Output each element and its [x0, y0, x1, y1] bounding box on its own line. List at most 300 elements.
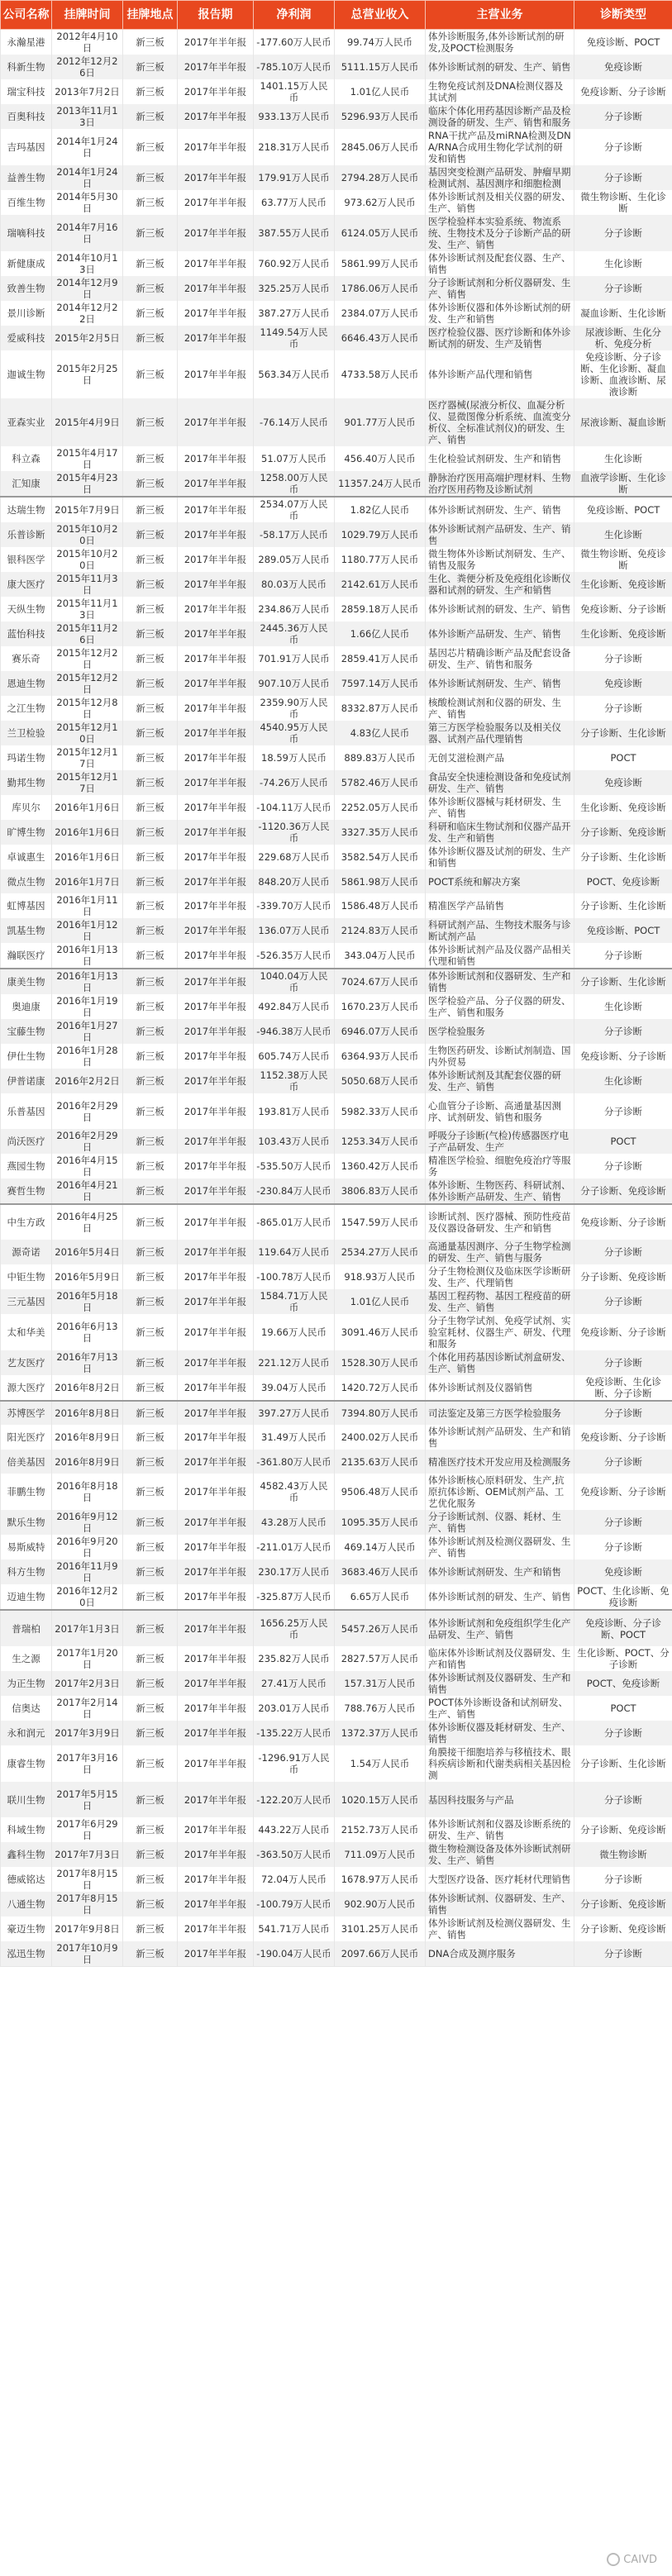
cell-report-period: 2017年半年报	[178, 770, 254, 795]
cell-listing-venue: 新三板	[123, 1204, 178, 1240]
cell-company-name: 迈迪生物	[1, 1584, 52, 1610]
cell-listing-venue: 新三板	[123, 671, 178, 696]
cell-listing-date: 2016年8月18日	[52, 1474, 123, 1510]
cell-main-business: 司法鉴定及第三方医学检验服务	[426, 1401, 574, 1425]
cell-main-business: 心血管分子诊断、高通量基因测序、试剂研发、销售和服务	[426, 1093, 574, 1129]
cell-main-business: DNA合成及测序服务	[426, 1941, 574, 1967]
header-listing-date: 挂牌时间	[52, 1, 123, 30]
cell-listing-date: 2016年2月29日	[52, 1093, 123, 1129]
cell-total-revenue: 5296.93万人民币	[335, 104, 426, 129]
cell-net-profit: -1296.91万人民币	[254, 1745, 335, 1782]
cell-listing-venue: 新三板	[123, 471, 178, 497]
cell-net-profit: 1149.54万人民币	[254, 326, 335, 350]
cell-report-period: 2017年半年报	[178, 1474, 254, 1510]
cell-company-name: 鑫科生物	[1, 1842, 52, 1867]
cell-total-revenue: 7597.14万人民币	[335, 671, 426, 696]
table-row	[1, 276, 672, 301]
cell-net-profit: 39.04万人民币	[254, 1375, 335, 1401]
cell-diagnosis-type: 分子诊断	[574, 1867, 672, 1892]
cell-main-business: 核酸检测试剂和仪器的研发、生产、销售	[426, 696, 574, 721]
cell-net-profit: 933.13万人民币	[254, 104, 335, 129]
cell-report-period: 2017年半年报	[178, 597, 254, 621]
cell-main-business: 医学检验服务	[426, 1019, 574, 1044]
cell-company-name: 太和华美	[1, 1314, 52, 1350]
cell-total-revenue: 11357.24万人民币	[335, 471, 426, 497]
cell-total-revenue: 3683.46万人民币	[335, 1559, 426, 1584]
cell-main-business: 医疗检验仪器、医疗诊断和体外诊断试剂的研发、生产及销售	[426, 326, 574, 350]
cell-total-revenue: 1.66亿人民币	[335, 621, 426, 646]
cell-company-name: 凯基生物	[1, 918, 52, 943]
cell-total-revenue: 1360.42万人民币	[335, 1154, 426, 1178]
cell-listing-date: 2016年1月28日	[52, 1044, 123, 1069]
cell-report-period: 2017年半年报	[178, 572, 254, 597]
cell-diagnosis-type: 分子诊断	[574, 1154, 672, 1178]
cell-listing-venue: 新三板	[123, 79, 178, 104]
cell-report-period: 2017年半年报	[178, 446, 254, 471]
cell-total-revenue: 1.54万人民币	[335, 1745, 426, 1782]
cell-report-period: 2017年半年报	[178, 398, 254, 446]
table-row	[1, 55, 672, 79]
cell-listing-venue: 新三板	[123, 1867, 178, 1892]
cell-company-name: 倍美基因	[1, 1450, 52, 1474]
table-row	[1, 1535, 672, 1559]
cell-listing-date: 2015年12月8日	[52, 696, 123, 721]
cell-company-name: 艺友医疗	[1, 1350, 52, 1375]
cell-net-profit: -946.38万人民币	[254, 1019, 335, 1044]
cell-report-period: 2017年半年报	[178, 497, 254, 522]
table-row	[1, 893, 672, 918]
cell-listing-venue: 新三板	[123, 696, 178, 721]
cell-report-period: 2017年半年报	[178, 1240, 254, 1264]
cell-diagnosis-type: 尿液诊断、凝血诊断	[574, 398, 672, 446]
cell-listing-venue: 新三板	[123, 1069, 178, 1093]
cell-company-name: 微点生物	[1, 869, 52, 893]
cell-listing-venue: 新三板	[123, 398, 178, 446]
cell-company-name: 易斯威特	[1, 1535, 52, 1559]
cell-total-revenue: 6946.07万人民币	[335, 1019, 426, 1044]
cell-company-name: 源大医疗	[1, 1375, 52, 1401]
cell-diagnosis-type: POCT、免疫诊断	[574, 869, 672, 893]
cell-listing-venue: 新三板	[123, 646, 178, 671]
cell-main-business: 分子诊断试剂和分析仪器研发、生产、销售	[426, 276, 574, 301]
table-row	[1, 129, 672, 165]
table-row	[1, 820, 672, 845]
cell-listing-venue: 新三板	[123, 820, 178, 845]
cell-net-profit: 1584.71万人民币	[254, 1289, 335, 1314]
cell-report-period: 2017年半年报	[178, 1510, 254, 1535]
cell-company-name: 科域生物	[1, 1817, 52, 1842]
cell-listing-venue: 新三板	[123, 1917, 178, 1941]
cell-company-name: 瀚联医疗	[1, 943, 52, 969]
cell-listing-date: 2016年12月20日	[52, 1584, 123, 1610]
cell-listing-date: 2016年2月2日	[52, 1069, 123, 1093]
table-row	[1, 1154, 672, 1178]
cell-listing-date: 2016年8月9日	[52, 1425, 123, 1450]
cell-listing-venue: 新三板	[123, 869, 178, 893]
cell-total-revenue: 2845.06万人民币	[335, 129, 426, 165]
table-row	[1, 1069, 672, 1093]
cell-total-revenue: 788.76万人民币	[335, 1696, 426, 1721]
cell-main-business: 体外诊断产品研发、生产、销售	[426, 621, 574, 646]
table-row	[1, 1450, 672, 1474]
cell-listing-venue: 新三板	[123, 1314, 178, 1350]
cell-listing-venue: 新三板	[123, 446, 178, 471]
cell-listing-date: 2015年2月25日	[52, 350, 123, 398]
cell-net-profit: 18.59万人民币	[254, 745, 335, 770]
table-row	[1, 1782, 672, 1817]
cell-main-business: 无创艾滋检测产品	[426, 745, 574, 770]
cell-report-period: 2017年半年报	[178, 215, 254, 251]
table-row	[1, 770, 672, 795]
cell-report-period: 2017年半年报	[178, 129, 254, 165]
table-row	[1, 471, 672, 497]
cell-net-profit: 27.41万人民币	[254, 1671, 335, 1696]
table-row	[1, 1745, 672, 1782]
table-row	[1, 104, 672, 129]
table-row	[1, 1867, 672, 1892]
table-row	[1, 1375, 672, 1401]
cell-main-business: 诊断试剂、医疗器械、预防性疫苗及仪器设备研发、生产和销售	[426, 1204, 574, 1240]
cell-net-profit: -785.10万人民币	[254, 55, 335, 79]
cell-total-revenue: 8332.87万人民币	[335, 696, 426, 721]
cell-listing-venue: 新三板	[123, 1696, 178, 1721]
cell-total-revenue: 2859.41万人民币	[335, 646, 426, 671]
cell-diagnosis-type: 分子诊断、生化诊断	[574, 721, 672, 745]
cell-listing-date: 2017年5月15日	[52, 1782, 123, 1817]
cell-main-business: 体外诊断试剂的研发、生产、销售	[426, 1584, 574, 1610]
cell-total-revenue: 6646.43万人民币	[335, 326, 426, 350]
cell-diagnosis-type: 分子诊断	[574, 1721, 672, 1745]
cell-net-profit: 1258.00万人民币	[254, 471, 335, 497]
cell-main-business: 体外诊断试剂研发、生产和销售	[426, 1559, 574, 1584]
cell-company-name: 源奇诺	[1, 1240, 52, 1264]
cell-report-period: 2017年半年报	[178, 79, 254, 104]
cell-listing-venue: 新三板	[123, 190, 178, 215]
cell-total-revenue: 3101.25万人民币	[335, 1917, 426, 1941]
cell-listing-venue: 新三板	[123, 547, 178, 572]
cell-listing-venue: 新三板	[123, 1401, 178, 1425]
cell-listing-date: 2016年1月13日	[52, 969, 123, 994]
cell-listing-date: 2014年1月24日	[52, 129, 123, 165]
cell-listing-date: 2016年7月13日	[52, 1350, 123, 1375]
cell-main-business: 体外诊断试剂及其配套仪器的研发、生产、销售	[426, 1069, 574, 1093]
cell-total-revenue: 711.09万人民币	[335, 1842, 426, 1867]
cell-net-profit: -526.35万人民币	[254, 943, 335, 969]
cell-listing-date: 2015年12月2日	[52, 671, 123, 696]
cell-listing-date: 2014年7月16日	[52, 215, 123, 251]
cell-company-name: 爱威科技	[1, 326, 52, 350]
table-row	[1, 845, 672, 869]
cell-report-period: 2017年半年报	[178, 795, 254, 820]
cell-diagnosis-type: POCT	[574, 1696, 672, 1721]
cell-net-profit: 203.01万人民币	[254, 1696, 335, 1721]
cell-net-profit: 1040.04万人民币	[254, 969, 335, 994]
cell-report-period: 2017年半年报	[178, 893, 254, 918]
cell-main-business: 体外诊断服务,体外诊断试剂的研发,及POCT检测服务	[426, 30, 574, 55]
cell-main-business: 体外诊断试剂和仪器及诊断系统的研发、生产、销售	[426, 1817, 574, 1842]
cell-diagnosis-type: 免疫诊断、分子诊断	[574, 1425, 672, 1450]
cell-report-period: 2017年半年报	[178, 251, 254, 276]
cell-main-business: 体外诊断仪器及耗材研发、生产、销售	[426, 1721, 574, 1745]
cell-report-period: 2017年半年报	[178, 55, 254, 79]
cell-main-business: 体外诊断试剂研发、生产、销售	[426, 671, 574, 696]
cell-report-period: 2017年半年报	[178, 471, 254, 497]
cell-listing-date: 2016年1月27日	[52, 1019, 123, 1044]
cell-listing-date: 2016年5月18日	[52, 1289, 123, 1314]
cell-main-business: 基因科技服务与产品	[426, 1782, 574, 1817]
cell-company-name: 玛诺生物	[1, 745, 52, 770]
table-row	[1, 1646, 672, 1671]
cell-company-name: 宝藤生物	[1, 1019, 52, 1044]
cell-report-period: 2017年半年报	[178, 1289, 254, 1314]
cell-listing-date: 2015年4月23日	[52, 471, 123, 497]
cell-listing-date: 2014年12月9日	[52, 276, 123, 301]
cell-listing-date: 2017年7月3日	[52, 1842, 123, 1867]
cell-diagnosis-type: 分子诊断	[574, 1019, 672, 1044]
cell-net-profit: 234.86万人民币	[254, 597, 335, 621]
cell-company-name: 迦诚生物	[1, 350, 52, 398]
cell-total-revenue: 4.83亿人民币	[335, 721, 426, 745]
table-row	[1, 326, 672, 350]
cell-report-period: 2017年半年报	[178, 1314, 254, 1350]
cell-listing-date: 2016年9月20日	[52, 1535, 123, 1559]
cell-total-revenue: 2794.28万人民币	[335, 165, 426, 190]
cell-company-name: 百奥科技	[1, 104, 52, 129]
cell-net-profit: -100.79万人民币	[254, 1892, 335, 1917]
cell-main-business: 科研和临床生物试剂和仪器产品开发、生产和销售	[426, 820, 574, 845]
cell-report-period: 2017年半年报	[178, 1129, 254, 1154]
cell-listing-date: 2015年11月13日	[52, 597, 123, 621]
table-row	[1, 522, 672, 547]
cell-report-period: 2017年半年报	[178, 671, 254, 696]
cell-company-name: 勤邦生物	[1, 770, 52, 795]
table-row	[1, 1093, 672, 1129]
cell-diagnosis-type: 生化诊断、免疫诊断	[574, 621, 672, 646]
cell-listing-venue: 新三板	[123, 1264, 178, 1289]
cell-main-business: 基因芯片精确诊断产品及配套设备研发、生产、销售和服务	[426, 646, 574, 671]
cell-net-profit: 605.74万人民币	[254, 1044, 335, 1069]
table-row	[1, 497, 672, 522]
cell-main-business: 体外诊断试剂产品研发、生产、销售	[426, 522, 574, 547]
cell-report-period: 2017年半年报	[178, 1782, 254, 1817]
cell-company-name: 乐普基因	[1, 1093, 52, 1129]
cell-report-period: 2017年半年报	[178, 326, 254, 350]
cell-diagnosis-type: 分子诊断、免疫诊断	[574, 1817, 672, 1842]
table-row	[1, 79, 672, 104]
cell-diagnosis-type: 免疫诊断、分子诊断、POCT	[574, 1610, 672, 1646]
cell-total-revenue: 3806.83万人民币	[335, 1178, 426, 1204]
cell-report-period: 2017年半年报	[178, 350, 254, 398]
cell-report-period: 2017年半年报	[178, 1044, 254, 1069]
cell-diagnosis-type: 生化诊断、POCT、分子诊断	[574, 1646, 672, 1671]
cell-main-business: 呼吸分子诊断(气检)传感器医疗电子产品研发、生产	[426, 1129, 574, 1154]
cell-total-revenue: 2135.63万人民币	[335, 1450, 426, 1474]
cell-diagnosis-type: POCT、免疫诊断	[574, 1671, 672, 1696]
cell-main-business: 科研试剂产品、生物技术服务与诊断试剂产品	[426, 918, 574, 943]
cell-report-period: 2017年半年报	[178, 918, 254, 943]
cell-net-profit: 760.92万人民币	[254, 251, 335, 276]
cell-company-name: 信奥达	[1, 1696, 52, 1721]
cell-report-period: 2017年半年报	[178, 1350, 254, 1375]
cell-report-period: 2017年半年报	[178, 522, 254, 547]
cell-report-period: 2017年半年报	[178, 1093, 254, 1129]
cell-company-name: 吉玛基因	[1, 129, 52, 165]
table-row	[1, 1510, 672, 1535]
cell-listing-venue: 新三板	[123, 251, 178, 276]
cell-main-business: 第三方医学检验服务以及相关仪器、试剂产品代理销售	[426, 721, 574, 745]
cell-listing-venue: 新三板	[123, 1129, 178, 1154]
cell-diagnosis-type: 微生物诊断	[574, 1842, 672, 1867]
cell-company-name: 苏博医学	[1, 1401, 52, 1425]
cell-listing-date: 2016年1月12日	[52, 918, 123, 943]
table-row	[1, 1289, 672, 1314]
cell-total-revenue: 1020.15万人民币	[335, 1782, 426, 1817]
cell-listing-venue: 新三板	[123, 1817, 178, 1842]
cell-listing-venue: 新三板	[123, 1350, 178, 1375]
cell-listing-date: 2016年8月9日	[52, 1450, 123, 1474]
cell-listing-venue: 新三板	[123, 1559, 178, 1584]
cell-diagnosis-type: 凝血诊断、生化诊断	[574, 301, 672, 326]
cell-diagnosis-type: 生化诊断	[574, 994, 672, 1019]
cell-diagnosis-type: 免疫诊断	[574, 671, 672, 696]
cell-company-name: 天纵生物	[1, 597, 52, 621]
cell-company-name: 康大医疗	[1, 572, 52, 597]
cell-listing-venue: 新三板	[123, 745, 178, 770]
cell-report-period: 2017年半年报	[178, 104, 254, 129]
cell-total-revenue: 3091.46万人民币	[335, 1314, 426, 1350]
cell-listing-date: 2016年4月25日	[52, 1204, 123, 1240]
cell-main-business: 体外诊断试剂的研发、生产、销售	[426, 55, 574, 79]
cell-total-revenue: 1180.77万人民币	[335, 547, 426, 572]
cell-main-business: 体外诊断仪器和体外诊断试剂的研发、生产和销售	[426, 301, 574, 326]
cell-total-revenue: 343.04万人民币	[335, 943, 426, 969]
cell-report-period: 2017年半年报	[178, 1941, 254, 1967]
cell-net-profit: 218.31万人民币	[254, 129, 335, 165]
cell-total-revenue: 456.40万人民币	[335, 446, 426, 471]
table-row	[1, 646, 672, 671]
cell-listing-venue: 新三板	[123, 1721, 178, 1745]
cell-net-profit: 19.66万人民币	[254, 1314, 335, 1350]
cell-company-name: 豪迈生物	[1, 1917, 52, 1941]
cell-listing-venue: 新三板	[123, 969, 178, 994]
cell-main-business: 体外诊断试剂及配套仪器、生产、销售	[426, 251, 574, 276]
cell-total-revenue: 1678.97万人民币	[335, 1867, 426, 1892]
cell-report-period: 2017年半年报	[178, 1154, 254, 1178]
cell-listing-date: 2015年7月9日	[52, 497, 123, 522]
cell-diagnosis-type: 分子诊断、免疫诊断	[574, 820, 672, 845]
cell-net-profit: 72.04万人民币	[254, 1867, 335, 1892]
cell-net-profit: 387.27万人民币	[254, 301, 335, 326]
table-row	[1, 1892, 672, 1917]
cell-diagnosis-type: 分子诊断	[574, 1510, 672, 1535]
cell-listing-venue: 新三板	[123, 301, 178, 326]
table-row	[1, 1721, 672, 1745]
table-row	[1, 1314, 672, 1350]
cell-report-period: 2017年半年报	[178, 820, 254, 845]
cell-report-period: 2017年半年报	[178, 30, 254, 55]
table-header-row	[1, 1, 672, 30]
cell-total-revenue: 1372.37万人民币	[335, 1721, 426, 1745]
cell-main-business: 生化、粪便分析及免疫组化诊断仪器和试剂的研发、生产和销售	[426, 572, 574, 597]
cell-diagnosis-type: 分子诊断、免疫诊断	[574, 1264, 672, 1289]
cell-diagnosis-type: 生化诊断	[574, 446, 672, 471]
cell-main-business: 基因突变检测产品研发、肿瘤早期检测试剂、基因测序和细胞检测	[426, 165, 574, 190]
cell-net-profit: 193.81万人民币	[254, 1093, 335, 1129]
cell-main-business: 分子诊断试剂、仪器、耗材、生产、销售	[426, 1510, 574, 1535]
cell-listing-venue: 新三板	[123, 1842, 178, 1867]
cell-net-profit: -76.14万人民币	[254, 398, 335, 446]
table-row	[1, 1350, 672, 1375]
cell-total-revenue: 1.01亿人民币	[335, 1289, 426, 1314]
cell-report-period: 2017年半年报	[178, 1892, 254, 1917]
table-row	[1, 251, 672, 276]
cell-company-name: 库贝尔	[1, 795, 52, 820]
cell-diagnosis-type: 生化诊断、免疫诊断	[574, 572, 672, 597]
cell-net-profit: 387.55万人民币	[254, 215, 335, 251]
cell-company-name: 瑞嘀科技	[1, 215, 52, 251]
cell-listing-date: 2016年1月19日	[52, 994, 123, 1019]
cell-listing-venue: 新三板	[123, 1745, 178, 1782]
cell-diagnosis-type: 免疫诊断	[574, 55, 672, 79]
cell-main-business: 体外诊断试剂及仪器研发、生产和销售	[426, 1671, 574, 1696]
cell-report-period: 2017年半年报	[178, 1535, 254, 1559]
cell-diagnosis-type: 免疫诊断、生化诊断、分子诊断	[574, 1375, 672, 1401]
cell-company-name: 兰卫检验	[1, 721, 52, 745]
cell-main-business: 医学检验产品、分子仪器的研发、生产、销售和服务	[426, 994, 574, 1019]
cell-listing-date: 2016年1月6日	[52, 820, 123, 845]
table-row	[1, 1584, 672, 1610]
cell-report-period: 2017年半年报	[178, 301, 254, 326]
cell-listing-venue: 新三板	[123, 994, 178, 1019]
cell-report-period: 2017年半年报	[178, 1610, 254, 1646]
cell-total-revenue: 6364.93万人民币	[335, 1044, 426, 1069]
cell-diagnosis-type: 生化诊断、免疫诊断	[574, 795, 672, 820]
cell-main-business: 体外诊断试剂研发、生产、销售	[426, 497, 574, 522]
cell-net-profit: 179.91万人民币	[254, 165, 335, 190]
cell-diagnosis-type: 血液学诊断、生化诊断	[574, 471, 672, 497]
cell-listing-venue: 新三板	[123, 1892, 178, 1917]
cell-report-period: 2017年半年报	[178, 969, 254, 994]
cell-listing-date: 2017年1月20日	[52, 1646, 123, 1671]
cell-net-profit: -100.78万人民币	[254, 1264, 335, 1289]
cell-net-profit: 492.84万人民币	[254, 994, 335, 1019]
cell-listing-venue: 新三板	[123, 1093, 178, 1129]
table-row	[1, 215, 672, 251]
cell-main-business: 体外诊断试剂及相关仪器的研发、生产、销售	[426, 190, 574, 215]
cell-total-revenue: 901.77万人民币	[335, 398, 426, 446]
cell-diagnosis-type: 分子诊断	[574, 1535, 672, 1559]
cell-net-profit: -104.11万人民币	[254, 795, 335, 820]
cell-company-name: 景川诊断	[1, 301, 52, 326]
cell-listing-venue: 新三板	[123, 918, 178, 943]
cell-listing-venue: 新三板	[123, 129, 178, 165]
header-report-period: 报告期	[178, 1, 254, 30]
cell-main-business: 精准医学产品销售	[426, 893, 574, 918]
cell-company-name: 中生方政	[1, 1204, 52, 1240]
cell-company-name: 之江生物	[1, 696, 52, 721]
cell-net-profit: -211.01万人民币	[254, 1535, 335, 1559]
cell-total-revenue: 6124.05万人民币	[335, 215, 426, 251]
cell-company-name: 为正生物	[1, 1671, 52, 1696]
cell-listing-venue: 新三板	[123, 621, 178, 646]
cell-company-name: 永瀚星港	[1, 30, 52, 55]
cell-main-business: 精准医疗技术开发应用及检测服务	[426, 1450, 574, 1474]
cell-diagnosis-type: 分子诊断	[574, 1782, 672, 1817]
cell-company-name: 伊普诺康	[1, 1069, 52, 1093]
cell-company-name: 乐普诊断	[1, 522, 52, 547]
cell-report-period: 2017年半年报	[178, 1401, 254, 1425]
cell-listing-venue: 新三板	[123, 55, 178, 79]
